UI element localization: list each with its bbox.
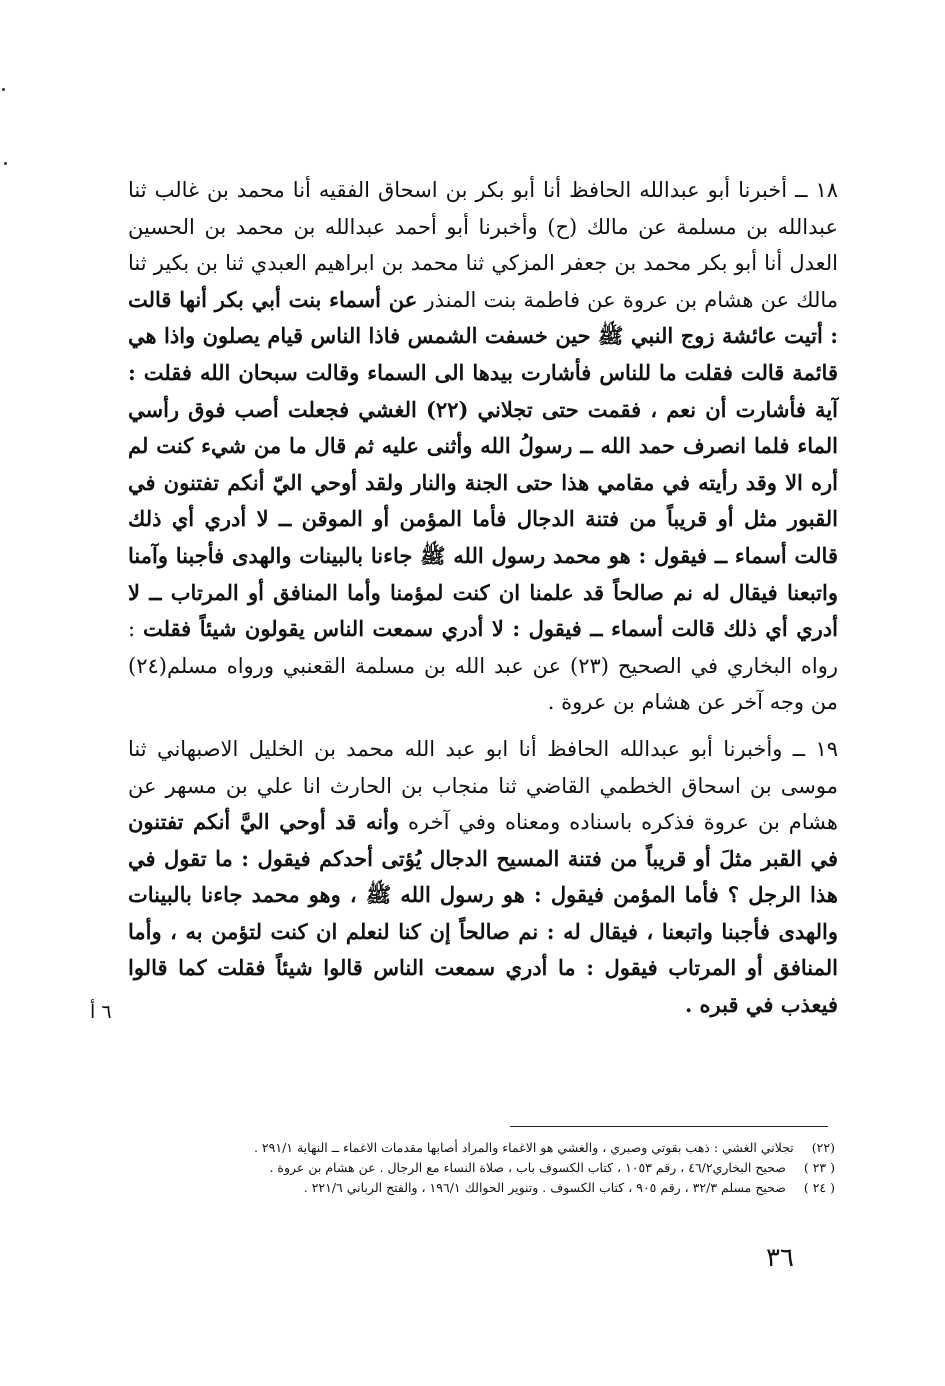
text-segment: ١٨ ــ أخبرنا أبو عبدالله الحافظ أنا أبو بكر بن اسحاق الفقيه أنا محمد بن غالب ثنا عبدالله بن مسلمة عن مالك (ح) وأخبرنا أبو أحمد عبدالله بن محمد بن الحسين العدل أنا أبو بكر محمد بن جعفر المزكي ثنا محمد بن ابراهيم العبدي ثنا بن بكير ثنا مالك عن هشام بن عروة عن فاطمة بنت المنذر (128, 178, 839, 312)
scan-speck (2, 88, 5, 91)
footnote-23 (185, 1158, 835, 1178)
main-text (128, 172, 838, 1024)
footnote-text: صحيح البخاري٤٦/٢ ، رقم ١٠٥٣ ، كتاب الكسوف باب ، صلاة النساء مع الرجال . عن هشام بن عروة . (269, 1160, 786, 1175)
footnotes (185, 1138, 835, 1198)
text-segment: : رواه البخاري في الصحيح (٢٣) عن عبد الله بن مسلمة القعنبي ورواه مسلم(٢٤) من وجه آخر عن هشام بن عروة . (128, 617, 838, 715)
footnote-number: ( ٢٣ ) (803, 1160, 835, 1175)
footnote-text: تجلاني الغشي : ذهب بقوتي وصبري ، والغشي هو الاغماء والمراد أصابها مقدمات الاغماء ــ النهاية ٢٩١/١ . (253, 1140, 794, 1155)
manuscript-folio-marker: ٦ أ (90, 1001, 112, 1023)
page-number: ٣٦ (766, 1243, 794, 1273)
hadith-paragraph-19 (128, 731, 838, 1024)
footnote-number: ( ٢٤ ) (803, 1180, 835, 1195)
footnote-22 (185, 1138, 835, 1158)
text-segment: ١٩ ــ وأخبرنا أبو عبدالله الحافظ أنا ابو عبد الله محمد بن الخليل الاصبهاني ثنا موسى بن اسحاق الخطمي القاضي ثنا منجاب بن الحارث انا علي بن مسهر عن هشام بن عروة فذكره باسناده ومعناه وفي آخره (128, 736, 838, 835)
footnote-text: صحيح مسلم ٣٢/٣ ، رقم ٩٠٥ ، كتاب الكسوف . وتنوير الحوالك ١٩٦/١ ، والفتح الرباني ٢٢١/٦ . (303, 1180, 786, 1195)
footnote-number: (٢٢) (811, 1140, 835, 1155)
scan-speck (4, 162, 7, 165)
footnote-24 (185, 1178, 835, 1198)
text-segment-bold: عن أسماء بنت أبي بكر أنها قالت : أتيت عائشة زوج النبي ﷺ حين خسفت الشمس فاذا الناس قيام يصلون واذا هي قائمة قالت فقلت ما للناس فأشارت بيدها الى السماء وقالت سبحان الله فقلت : آية فأشارت أن نعم ، فقمت حتى تجلاني (٢٢) الغشي فجعلت أصب فوق رأسي الماء فلما انصرف حمد الله ــ رسولُ الله وأثنى عليه ثم قال ما من شيء كنت لم أره الا وقد رأيته في مقامي هذا حتى الجنة والنار ولقد أوحي اليّ أنكم تفتنون في القبور مثل أو قريباً من فتنة الدجال فأما المؤمن أو الموقن ــ لا أدري أي ذلك قالت أسماء ــ فيقول : هو محمد رسول الله ﷺ جاءنا بالبينات والهدى فأجبنا وآمنا واتبعنا فيقال له نم صالحاً قد علمنا ان كنت لمؤمنا وأما المنافق أو المرتاب ــ لا أدري أي ذلك قالت أسماء ــ فيقول : لا أدري سمعت الناس يقولون شيئاً فقلت (128, 286, 838, 642)
text-segment-bold: وأنه قد أوحي اليَّ أنكم تفتنون في القبر مثلَ أو قريباً من فتنة المسيح الدجال يُؤتى أحدكم فيقول : ما تقول في هذا الرجل ؟ فأما المؤمن فيقول : هو رسول الله ﷺ ، وهو محمد جاءنا بالبينات والهدى فأجبنا واتبعنا ، فيقال له : نم صالحاً إن كنا لنعلم ان كنت لتؤمن به ، وأما المنافق أو المرتاب فيقول : ما أدري سمعت الناس قالوا شيئاً فقلت كما قالوا فيعذب في قبره . (128, 809, 838, 1018)
hadith-paragraph-18 (128, 172, 838, 721)
footnote-divider (510, 1126, 828, 1127)
